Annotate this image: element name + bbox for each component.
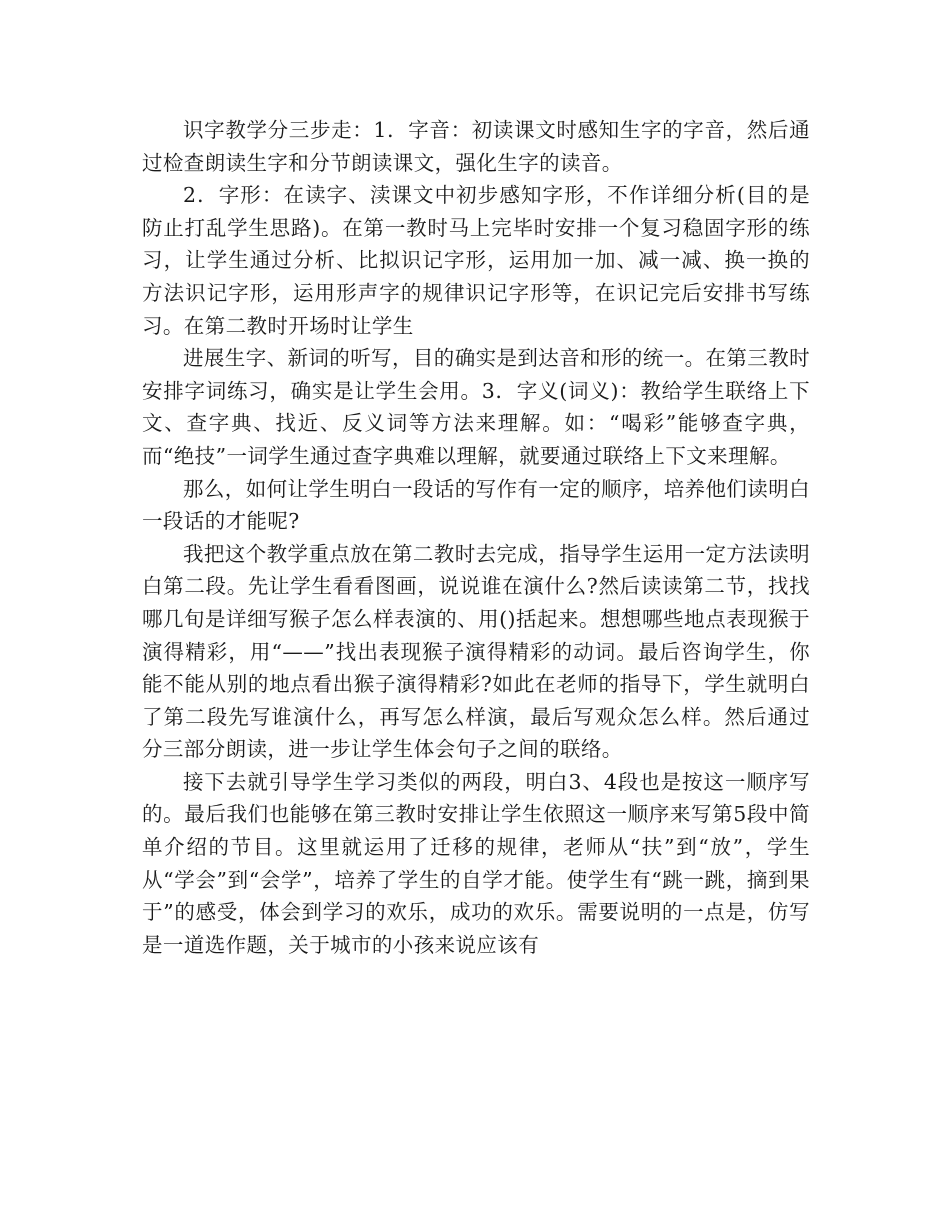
paragraph-6: 接下去就引导学生学习类似的两段，明白3、4段也是按这一顺序写的。最后我们也能够在第三教时安排让学生依照这一顺序来写第5段中简单介绍的节目。这里就运用了迁移的规律，老师从“扶”到“放”，学生从“学会”到“会学”，培养了学生的自学才能。使学生有“跳一跳，摘到果于”的感受，体会到学习的欢乐，成功的欢乐。需要说明的一点是，仿写是一道选作题，关于城市的小孩来说应该有 — [142, 769, 810, 957]
paragraph-2: 2．字形：在读字、渎课文中初步感知字形，不作详细分析(目的是防止打乱学生思路)。在第一教时马上完毕时安排一个复习稳固字形的练习，让学生通过分析、比拟识记字形，运用加一加、减一减、换一换的方法识记字形，运用形声字的规律识记字形等，在识记完后安排书写练习。在第二教时开场时让学生 — [142, 183, 810, 338]
paragraph-1: 识字教学分三步走：1．字音：初读课文时感知生字的字音，然后通过检查朗读生字和分节朗读课文，强化生字的读音。 — [142, 118, 810, 175]
paragraph-5: 我把这个教学重点放在第二教时去完成，指导学生运用一定方法读明白第二段。先让学生看看图画，说说谁在演什么?然后读读第二节，找找哪几旬是详细写猴子怎么样表演的、用()括起来。想想哪些地点表现猴于演得精彩，用“——”找出表现猴子演得精彩的动词。最后咨询学生，你能不能从别的地点看出猴子演得精彩?如此在老师的指导下，学生就明白了第二段先写谁演什么，再写怎么样演，最后写观众怎么样。然后通过分三部分朗读，进一步让学生体会句子之间的联络。 — [142, 541, 810, 762]
paragraph-4: 那么，如何让学生明白一段话的写作有一定的顺序，培养他们读明白一段话的才能呢? — [142, 476, 810, 534]
paragraph-3: 进展生字、新词的听写，目的确实是到达音和形的统一。在第三教时安排字词练习，确实是让学生会用。3．字义(词义)：教给学生联络上下文、查字典、找近、反义词等方法来理解。如：“喝彩”能够查字典，而“绝技”一词学生通过查字典难以理解，就要通过联络上下文来理解。 — [142, 346, 810, 468]
document-body — [142, 114, 810, 961]
